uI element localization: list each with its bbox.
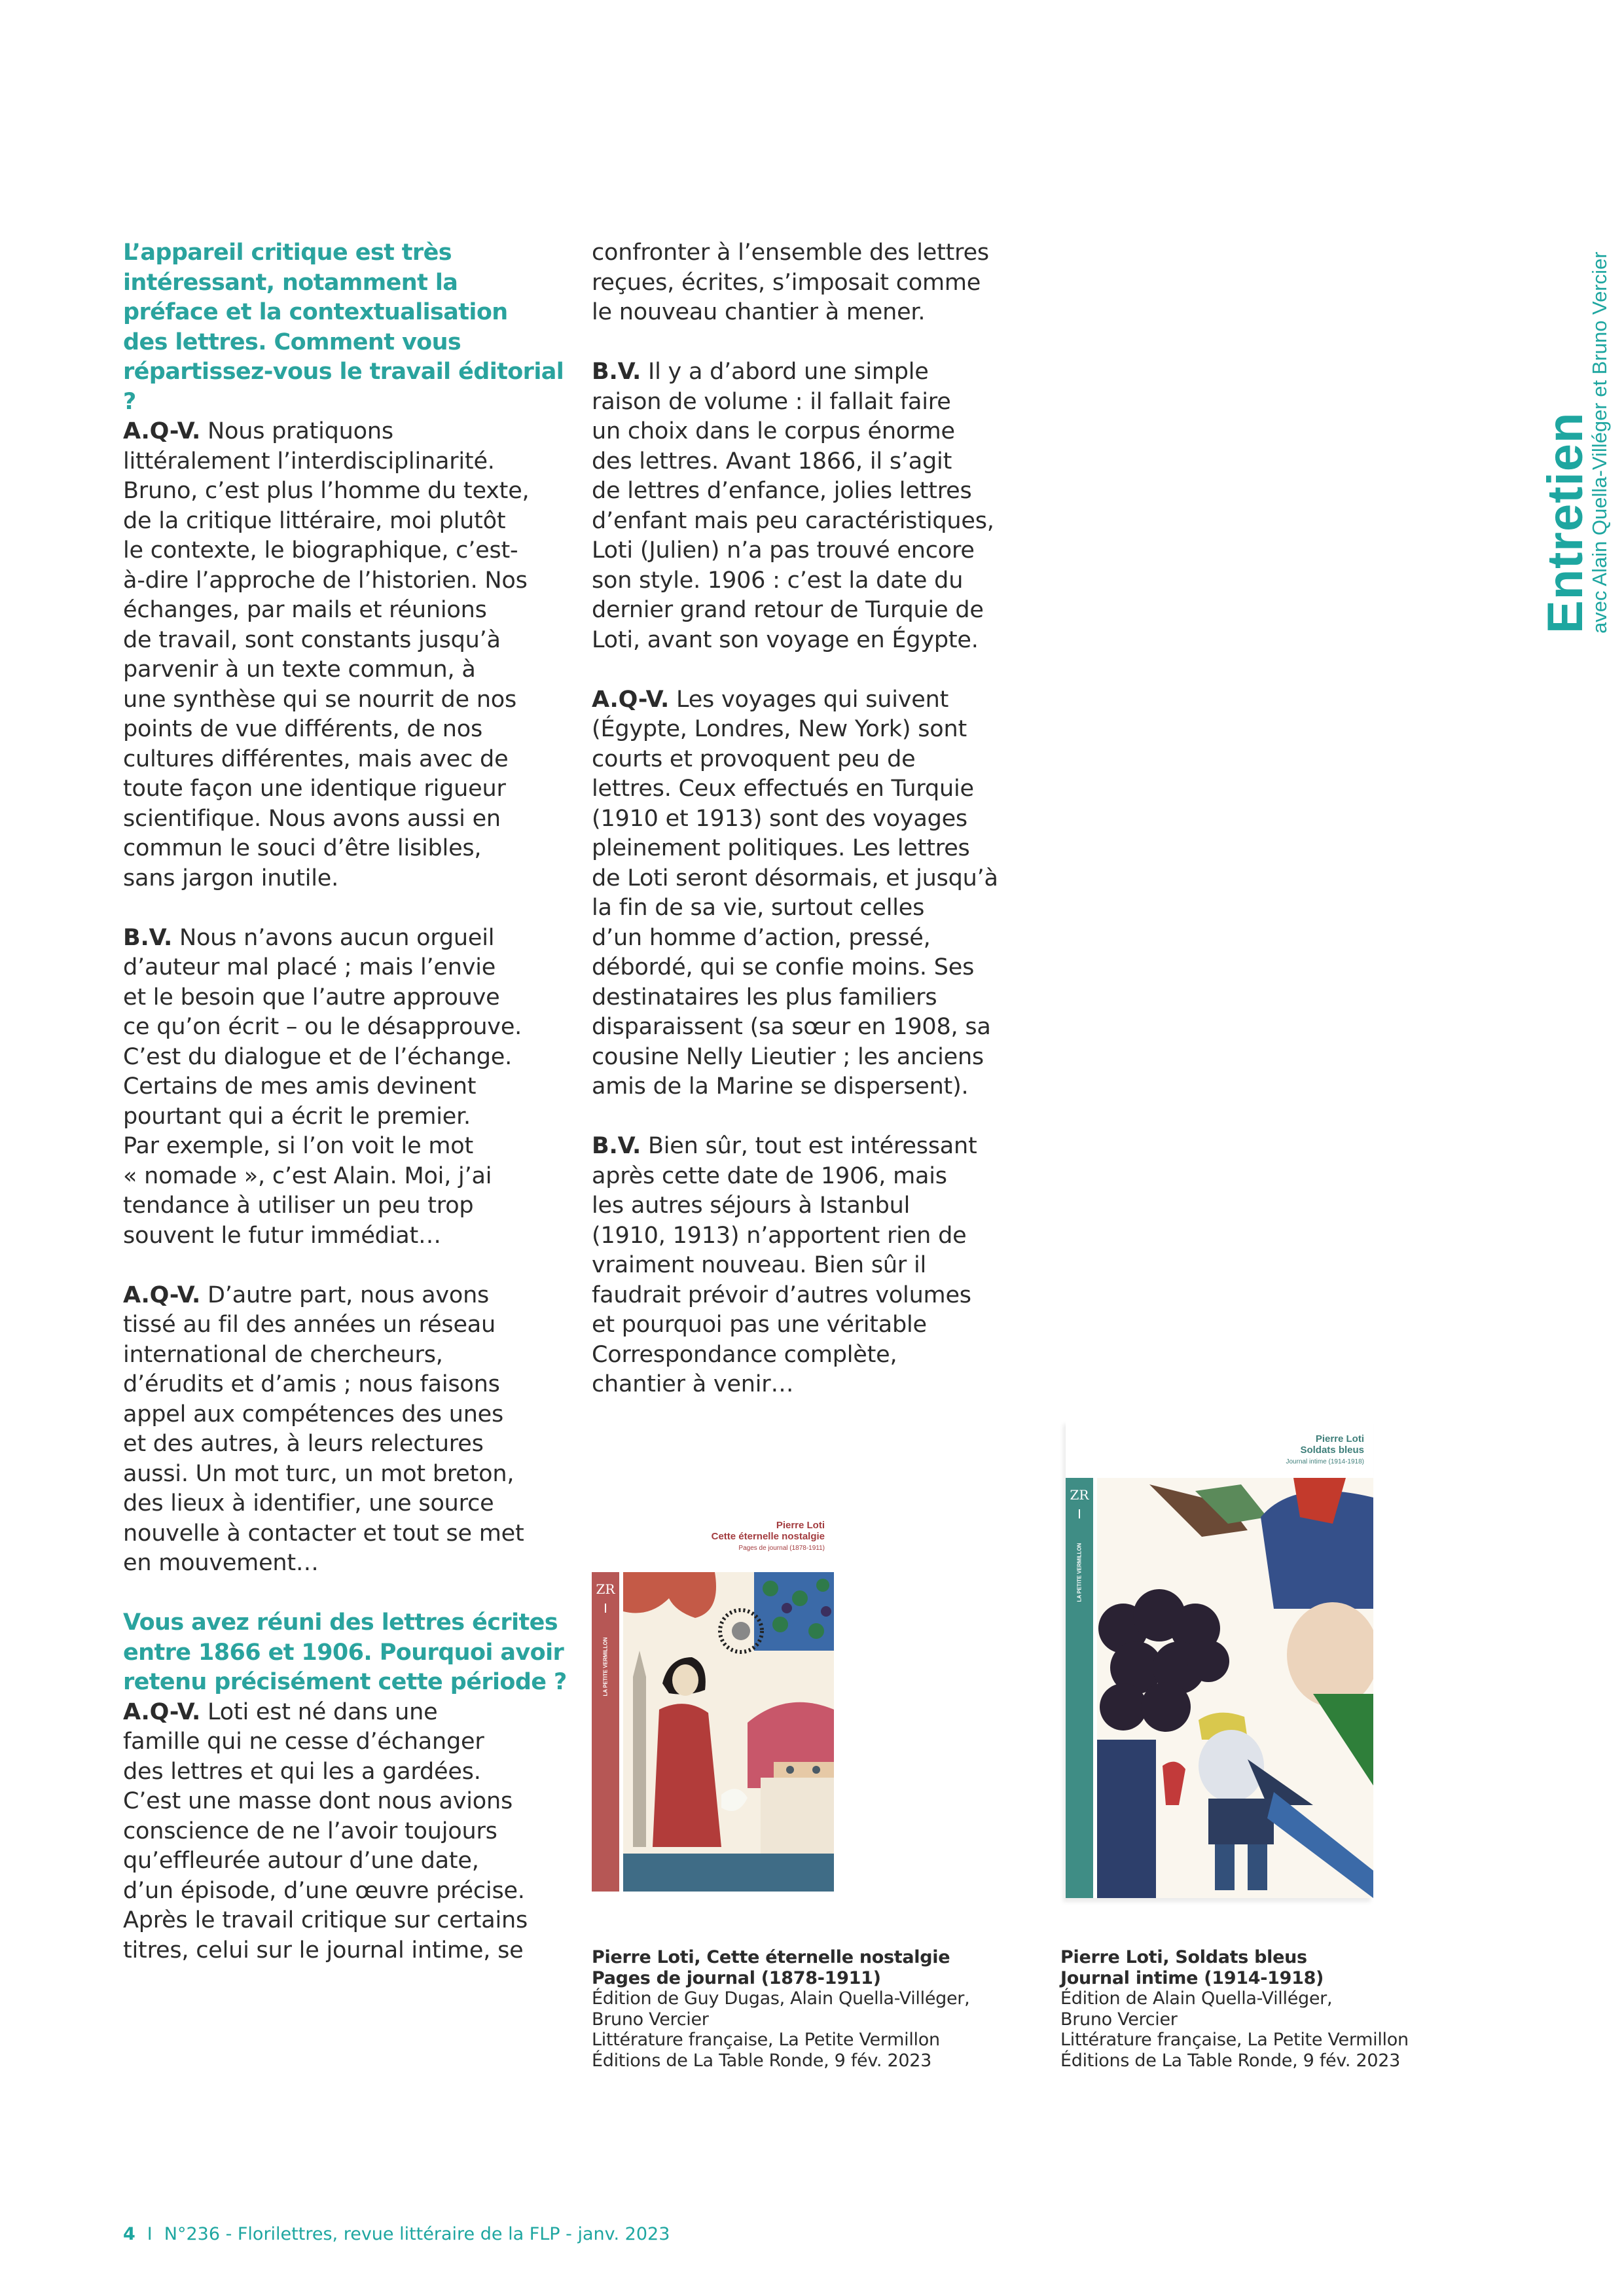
caption-title: Pierre Loti, Soldats bleus [1060,1947,1307,1967]
caption-subtitle: Journal intime (1914-1918) [1060,1967,1324,1988]
cover-header [1286,1433,1364,1465]
collage-illustration-image [623,1572,834,1892]
publication-info: N°236 - Florilettres, revue littéraire de la FLP - janv. 2023 [164,2224,670,2244]
book-caption [592,1947,1037,2071]
speaker-initials: A.Q-V. [592,686,670,713]
article-column-left [123,238,575,1965]
caption-editors-continued: Bruno Vercier [1060,2009,1178,2030]
caption-collection: Littérature française, La Petite Vermillon [1060,2030,1409,2050]
cover-author: Pierre Loti [1315,1433,1364,1444]
publisher-logo-icon: ZR [596,1581,615,1597]
cover-subtitle: Pages de journal (1878-1911) [738,1545,825,1552]
cover-header [712,1520,825,1552]
interview-answer [123,1698,575,1966]
caption-publisher: Éditions de La Table Ronde, 9 fév. 2023 [1060,2050,1401,2071]
interview-answer [123,1281,575,1579]
spine-collection-name: LA PETITE VERMILLON [1076,1543,1083,1602]
cover-illustration [1097,1478,1373,1898]
footer-separator: I [147,2224,153,2244]
speaker-initials: A.Q-V. [123,418,201,444]
caption-collection: Littérature française, La Petite Vermillon [592,2030,940,2050]
interview-question: Vous avez réuni des lettres écrites entre 1866 et 1906. Pourquoi avoir retenu précisément cette période ? [123,1609,567,1695]
caption-title: Pierre Loti, Cette éternelle nostalgie [592,1947,950,1967]
caption-editors-continued: Bruno Vercier [592,2009,709,2030]
page-number: 4 [123,2224,135,2244]
cover-illustration [623,1572,834,1892]
speaker-initials: A.Q-V. [123,1282,201,1308]
publisher-logo-icon: ZR [1070,1487,1089,1503]
cover-spine-band [592,1572,619,1892]
book-cover-cette-eternelle-nostalgie [592,1505,834,1892]
page-footer [123,2224,670,2244]
article-column-middle [592,238,1043,1400]
interview-question: L’appareil critique est très intéressant, notamment la préface et la contextualisation des lettres. Comment vous répartissez-vous le travail éditorial ? [123,240,564,415]
section-title: Entretien [1538,412,1593,634]
cover-spine-band [1066,1478,1093,1898]
cover-title: Cette éternelle nostalgie [711,1531,825,1542]
cover-title: Soldats bleus [1300,1444,1364,1456]
caption-editors: Édition de Guy Dugas, Alain Quella-Villéger, [592,1988,970,2009]
book-caption [1060,1947,1506,2071]
answer-text: Il y a d’abord une simple raison de volume : il fallait faire un choix dans le corpus énorme des lettres. Avant 1866, il s’agit de lettres d’enfance, jolies lettres d’enfant mais peu caractéristiques, Loti (Julien) n’a pas trouvé encore son style. 1906 : c’est la date du dernier grand retour de Turquie de Loti, avant son voyage en Égypte. [592,359,994,653]
speaker-initials: B.V. [592,359,641,385]
answer-text: Nous n’avons aucun orgueil d’auteur mal placé ; mais l’envie et le besoin que l’autre approuve ce qu’on écrit – ou le désapprouve. C’est du dialogue et de l’échange. Certains de mes amis devinent pourtant qui a écrit le premier. Par exemple, si l’on voit le mot « nomade », c’est Alain. Moi, j’ai tendance à utiliser un peu trop souvent le futur immédiat… [123,924,522,1249]
speaker-initials: B.V. [592,1133,641,1159]
speaker-initials: A.Q-V. [123,1698,201,1725]
spine-collection-name: LA PETITE VERMILLON [602,1637,609,1696]
interview-answer [592,357,1043,655]
answer-text: Nous pratiquons littéralement l’interdisciplinarité. Bruno, c’est plus l’homme du texte, de la critique littéraire, moi plutôt le contexte, le biographique, c’est- à-dire l’approche de l’historien. Nos échanges, par mails et réunions de travail, sont constants jusqu’à parvenir à un texte commun, à une synthèse qui se nourrit de nos points de vue différents, de nos cultures différentes, mais avec de toute façon une identique rigueur scientifique. Nous avons aussi en commun le souci d’être lisibles, sans jargon inutile. [123,418,530,891]
speaker-initials: B.V. [123,924,173,951]
interview-answer [592,685,1043,1102]
caption-editors: Édition de Alain Quella-Villéger, [1060,1988,1333,2009]
spine-divider [1079,1509,1080,1518]
cover-subtitle: Journal intime (1914-1918) [1286,1458,1364,1465]
answer-text: D’autre part, nous avons tissé au fil des années un réseau international de chercheurs, d’érudits et d’amis ; nous faisons appel aux compétences des unes et des autres, à leurs relectures aussi. Un mot turc, un mot breton, des lieux à identifier, une source nouvelle à contacter et tout se met en mouvement… [123,1282,524,1576]
section-subtitle: avec Alain Quella-Villéger et Bruno Vercier [1588,251,1611,634]
answer-continuation: confronter à l’ensemble des lettres reçues, écrites, s’imposait comme le nouveau chantier à mener. [592,240,989,325]
book-cover-soldats-bleus [1066,1420,1373,1898]
caption-publisher: Éditions de La Table Ronde, 9 fév. 2023 [592,2050,932,2071]
spine-divider [605,1604,606,1613]
answer-text: Loti est né dans une famille qui ne cesse d’échanger des lettres et qui les a gardées. C’est une masse dont nous avions conscience de ne l’avoir toujours qu’effleurée autour d’une date, d’un épisode, d’une œuvre précise. Après le travail critique sur certains titres, celui sur le journal intime, se [123,1698,528,1964]
cover-author: Pierre Loti [776,1520,825,1531]
answer-text: Bien sûr, tout est intéressant après cette date de 1906, mais les autres séjours à Istanbul (1910, 1913) n’apportent rien de vraiment nouveau. Bien sûr il faudrait prévoir d’autres volumes et pourquoi pas une véritable Correspondance complète, chantier à venir… [592,1133,977,1397]
section-title-vertical [1517,196,1622,641]
interview-answer [592,1132,1043,1400]
answer-text: Les voyages qui suivent (Égypte, Londres, New York) sont courts et provoquent peu de lettres. Ceux effectués en Turquie (1910 et 1913) sont des voyages pleinement politiques. Les lettres de Loti seront désormais, et jusqu’à la fin de sa vie, surtout celles d’un homme d’action, pressé, débordé, qui se confie moins. Ses destinataires les plus familiers disparaissent (sa sœur en 1908, sa cousine Nelly Lieutier ; les anciens amis de la Marine se dispersent). [592,686,998,1100]
caption-subtitle: Pages de journal (1878-1911) [592,1967,881,1988]
collage-illustration-image [1097,1478,1373,1898]
interview-answer [123,417,575,893]
interview-answer [123,924,575,1251]
